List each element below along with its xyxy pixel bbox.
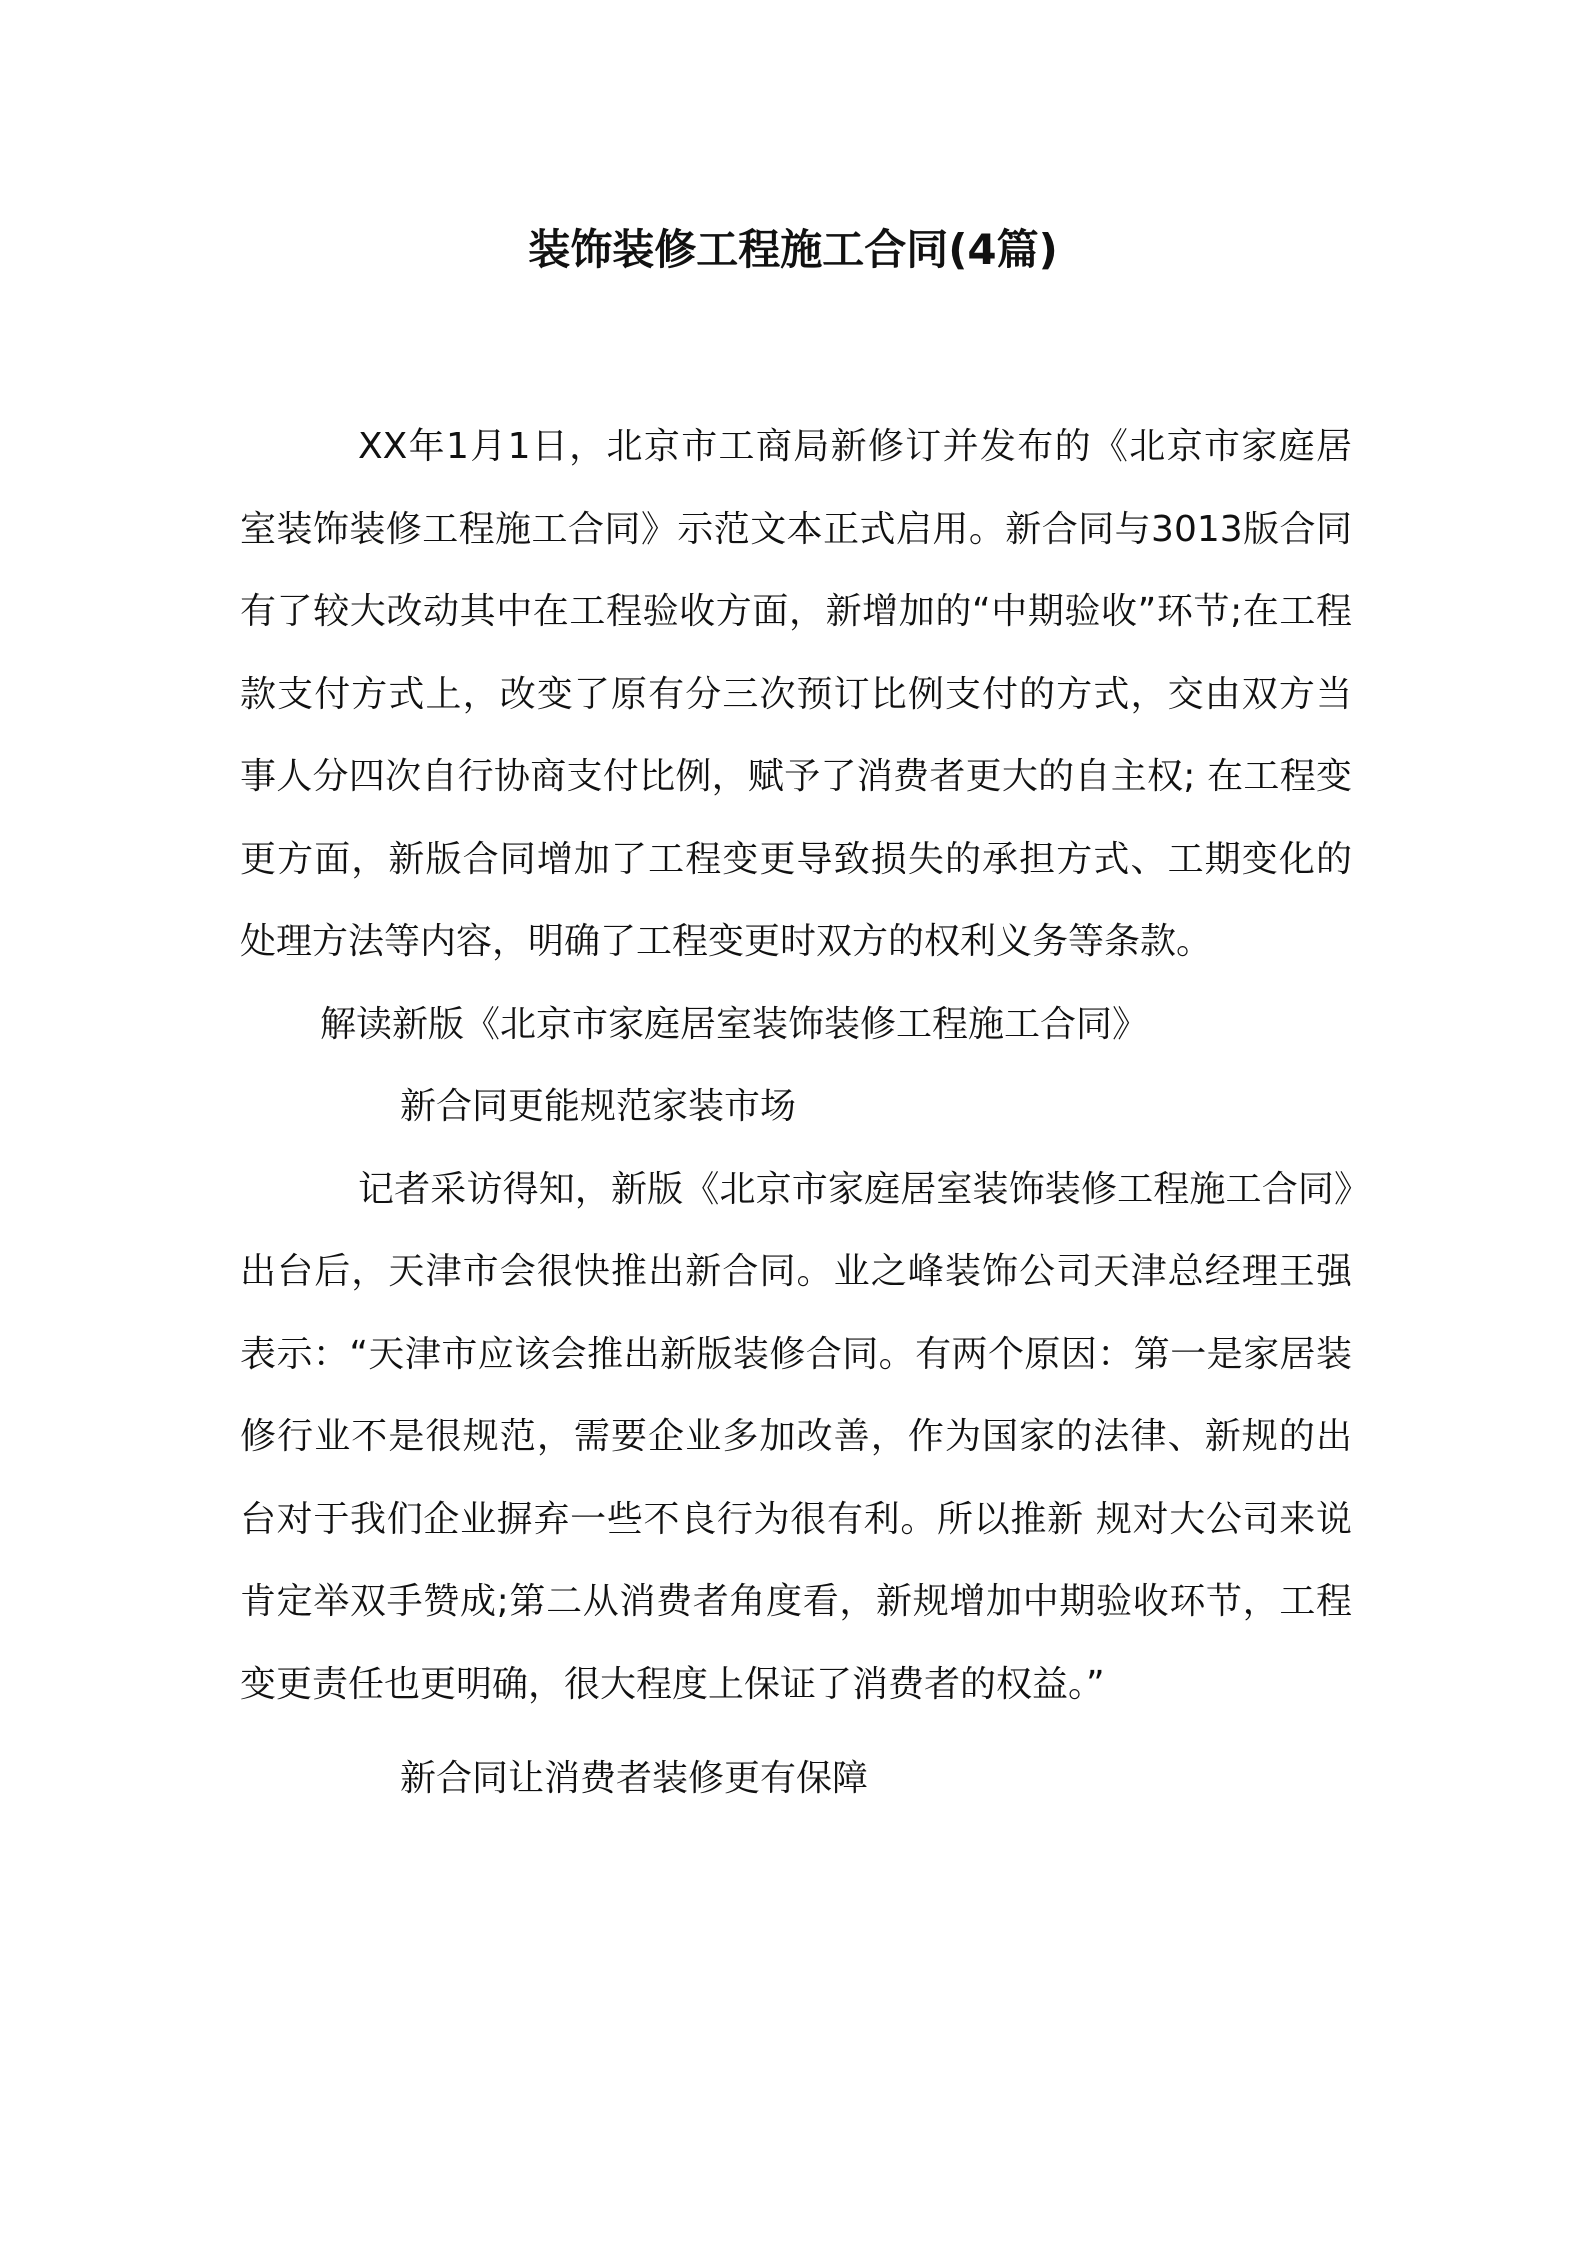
section-heading-consumer-protection: 新合同让消费者装修更有保障 [400, 1758, 869, 1799]
section-heading-regulate-market: 新合同更能规范家装市场 [400, 1086, 797, 1127]
section-heading-interpretation: 解读新版《北京市家庭居室装饰装修工程施工合同》 [320, 1003, 1149, 1045]
paragraph-reporter-interview: 记者采访得知，新版《北京市家庭居室装饰装修工程施工合同》出台后，天津市会很快推出新合同。业之峰装饰公司天津总经理王强表示：“天津市应该会推出新版装修合同。有两个原因：第一是家居装修行业不是很规范，需要企业多加改善，作为国家的法律、新规的出台对于我们企业摒弃一些不良行为很有利。所以推新 规对大公司来说肯定举双手赞成;第二从消费者角度看，新规增加中期验收环节，工程变更责任也更明确，很大程度上保证了消费者的权益。” [240, 1168, 1352, 1705]
paragraph-contract-overview: XX年1月1日，北京市工商局新修订并发布的《北京市家庭居室装饰装修工程施工合同》示范文本正式启用。新合同与3013版合同有了较大改动其中在工程验收方面，新增加的“中期验收”环节;在工程款支付方式上，改变了原有分三次预订比例支付的方式，交由双方当事人分四次自行协商支付比例，赋予了消费者更大的自主权; 在工程变更方面，新版合同增加了工程变更导致损失的承担方式、工期变化的处理方法等内容，明确了工程变更时双方的权利义务等条款。 [240, 426, 1352, 962]
document-title: 装饰装修工程施工合同(4篇) [528, 225, 1058, 274]
document-body [240, 406, 1352, 1821]
